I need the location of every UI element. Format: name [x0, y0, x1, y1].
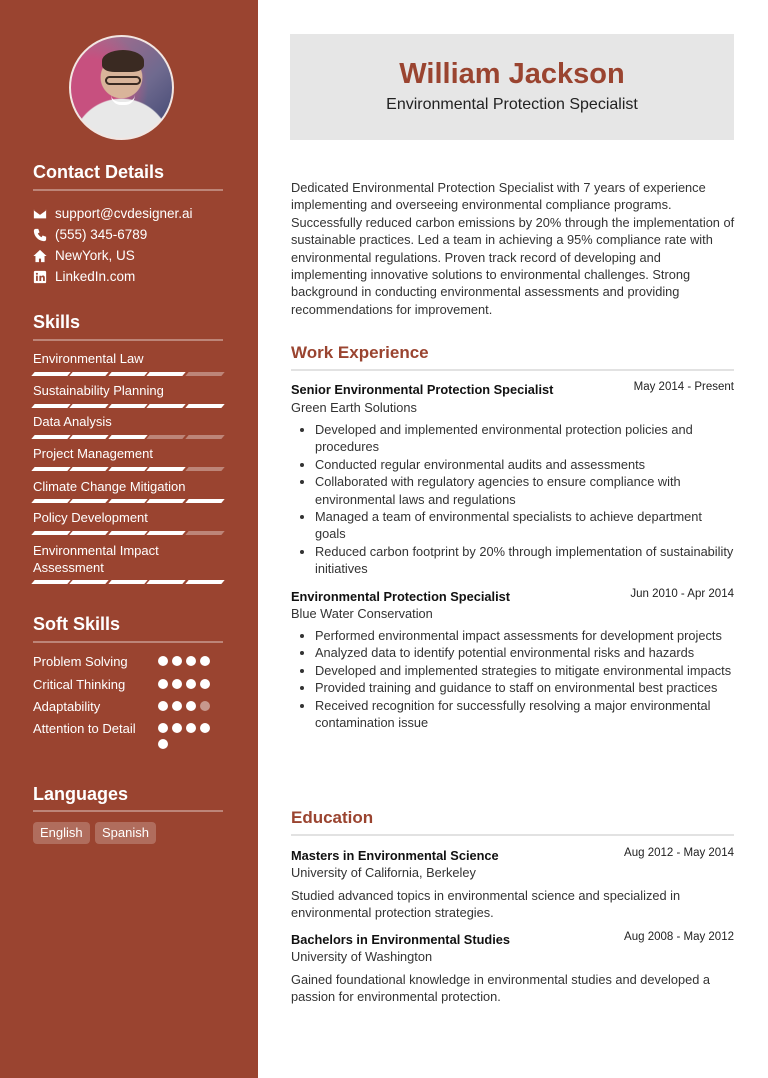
rating-dot [186, 679, 196, 689]
contact-email-text: support@cvdesigner.ai [55, 206, 193, 221]
soft-skill-name: Attention to Detail [33, 721, 136, 736]
list-item: Analyzed data to identify potential environmental risks and hazards [315, 644, 735, 661]
skill-bar [33, 372, 223, 376]
soft-skill-name: Critical Thinking [33, 677, 126, 692]
sidebar [0, 0, 258, 1078]
linkedin-icon [33, 270, 47, 284]
skill-segment [185, 499, 225, 503]
skill-segment [147, 467, 187, 471]
skill-segment [108, 531, 148, 535]
contact-divider [33, 189, 223, 191]
skill-segment [185, 467, 225, 471]
skill-segment [70, 499, 110, 503]
job-bullets [315, 421, 735, 578]
skill-bar [33, 435, 223, 439]
rating-dot [158, 739, 168, 749]
skill-segment [108, 467, 148, 471]
rating-dot [172, 656, 182, 666]
contact-location [33, 248, 135, 263]
skill-segment [31, 531, 71, 535]
skill-segment [147, 404, 187, 408]
contact-heading: Contact Details [33, 162, 165, 182]
job-org: Blue Water Conservation [291, 606, 433, 621]
skill-segment [185, 372, 225, 376]
list-item: Developed and implemented environmental protection policies and procedures [315, 421, 735, 456]
contact-linkedin-text: LinkedIn.com [55, 269, 136, 284]
degree-description: Studied advanced topics in environmental science and specialized in environmental protection strategies. [291, 888, 681, 921]
degree-dates: Aug 2012 - May 2014 [624, 847, 734, 859]
language-tag: Spanish [95, 822, 156, 844]
skill-name: Environmental Law [33, 351, 144, 366]
education-divider [291, 834, 734, 836]
list-item: Conducted regular environmental audits and assessments [315, 456, 735, 473]
skill-segment [185, 404, 225, 408]
skill-segment [108, 499, 148, 503]
degree-dates: Aug 2008 - May 2012 [624, 931, 734, 943]
job-bullets [315, 627, 735, 731]
list-item: Reduced carbon footprint by 20% through implementation of sustainability initiatives [315, 543, 734, 577]
degree-description: Gained foundational knowledge in environmental studies and developed a passion for environmental protection. [291, 972, 711, 1005]
soft-skills-divider [33, 641, 223, 643]
skill-segment [31, 372, 71, 376]
degree-title: Masters in Environmental Science [291, 848, 499, 863]
contact-linkedin[interactable] [33, 269, 135, 284]
job-org: Green Earth Solutions [291, 400, 417, 415]
job-dates: May 2014 - Present [633, 381, 734, 393]
rating-dot [186, 723, 196, 733]
skill-segment [31, 435, 71, 439]
job-title: Senior Environmental Protection Specialist [291, 382, 554, 397]
profile-photo [69, 35, 174, 140]
skill-name: Project Management [33, 446, 153, 461]
languages-divider [33, 810, 223, 812]
contact-email[interactable] [33, 206, 193, 221]
skill-segment [108, 372, 148, 376]
rating-dot [158, 656, 168, 666]
rating-dot [158, 701, 168, 711]
contact-phone-text: (555) 345-6789 [55, 227, 148, 242]
skill-segment [147, 499, 187, 503]
skill-segment [31, 580, 71, 584]
list-item: Collaborated with regulatory agencies to ensure compliance with environmental laws and regulations [315, 473, 735, 508]
rating-dot [200, 679, 210, 689]
rating-dot [200, 701, 210, 711]
skills-divider [33, 339, 223, 341]
skill-segment [185, 580, 225, 584]
list-item: Received recognition for successfully resolving a major environmental contamination issue [315, 697, 735, 732]
phone-icon [33, 228, 47, 242]
skill-segment [31, 499, 71, 503]
languages-heading: Languages [33, 784, 129, 804]
skill-segment [185, 435, 225, 439]
skill-name: Sustainability Planning [33, 383, 164, 398]
rating-dot [172, 679, 182, 689]
soft-skill-dots [158, 656, 210, 666]
degree-title: Bachelors in Environmental Studies [291, 932, 511, 947]
job-title: Environmental Protection Specialist [291, 589, 511, 604]
rating-dot [158, 723, 168, 733]
skill-segment [147, 435, 187, 439]
soft-skill-dots [158, 701, 210, 711]
contact-location-text: NewYork, US [55, 248, 135, 263]
skill-segment [108, 404, 148, 408]
list-item: Developed and implemented strategies to mitigate environmental impacts [315, 662, 735, 679]
skill-bar [33, 580, 223, 584]
work-heading: Work Experience [291, 343, 429, 362]
list-item: Performed environmental impact assessments for development projects [315, 627, 735, 644]
profile-summary: Dedicated Environmental Protection Specialist with 7 years of experience implementing and overseeing environmental compliance programs. Successfully reduced carbon emissions by 20% through the implementation of sustainable practices. Led a team in achieving a 95% compliance rate with environmental regulations. Proven track record of developing and implementing innovative solutions to environmental challenges. Strong background in conducting environmental assessments and providing recommendations for improvement. [291, 180, 735, 317]
candidate-role: Environmental Protection Specialist [386, 96, 638, 113]
rating-dot [172, 723, 182, 733]
skill-name: Data Analysis [33, 414, 112, 429]
school-name: University of California, Berkeley [291, 865, 476, 880]
skill-bar [33, 499, 223, 503]
skill-name: Environmental Impact Assessment [33, 543, 159, 575]
envelope-icon [33, 207, 47, 221]
skill-segment [147, 580, 187, 584]
skill-segment [108, 435, 148, 439]
soft-skill-name: Adaptability [33, 699, 101, 714]
list-item: Managed a team of environmental specialists to achieve department goals [315, 508, 735, 543]
skill-bar [33, 531, 223, 535]
skill-segment [108, 580, 148, 584]
rating-dot [200, 656, 210, 666]
soft-skills-heading: Soft Skills [33, 614, 121, 634]
soft-skill-name: Problem Solving [33, 654, 128, 669]
skill-segment [70, 404, 110, 408]
soft-skill-dots [158, 723, 212, 749]
skill-segment [70, 467, 110, 471]
list-item: Provided training and guidance to staff on environmental best practices [315, 679, 735, 696]
rating-dot [186, 701, 196, 711]
skill-segment [70, 531, 110, 535]
home-icon [33, 249, 47, 263]
skill-bar [33, 404, 223, 408]
skill-name: Policy Development [33, 510, 148, 525]
skill-segment [70, 372, 110, 376]
rating-dot [158, 679, 168, 689]
skill-bar [33, 467, 223, 471]
candidate-name: William Jackson [399, 58, 625, 90]
skill-segment [31, 404, 71, 408]
rating-dot [200, 723, 210, 733]
skills-heading: Skills [33, 312, 81, 332]
rating-dot [186, 656, 196, 666]
rating-dot [172, 701, 182, 711]
header-banner [290, 34, 734, 140]
skill-segment [185, 531, 225, 535]
soft-skill-dots [158, 679, 210, 689]
skill-segment [147, 531, 187, 535]
language-tag: English [33, 822, 90, 844]
skill-name: Climate Change Mitigation [33, 479, 186, 494]
skill-segment [31, 467, 71, 471]
education-heading: Education [291, 808, 374, 827]
work-divider [291, 369, 734, 371]
school-name: University of Washington [291, 949, 433, 964]
skill-segment [70, 580, 110, 584]
skill-segment [147, 372, 187, 376]
job-dates: Jun 2010 - Apr 2014 [630, 588, 734, 600]
contact-phone[interactable] [33, 227, 147, 242]
skill-segment [70, 435, 110, 439]
